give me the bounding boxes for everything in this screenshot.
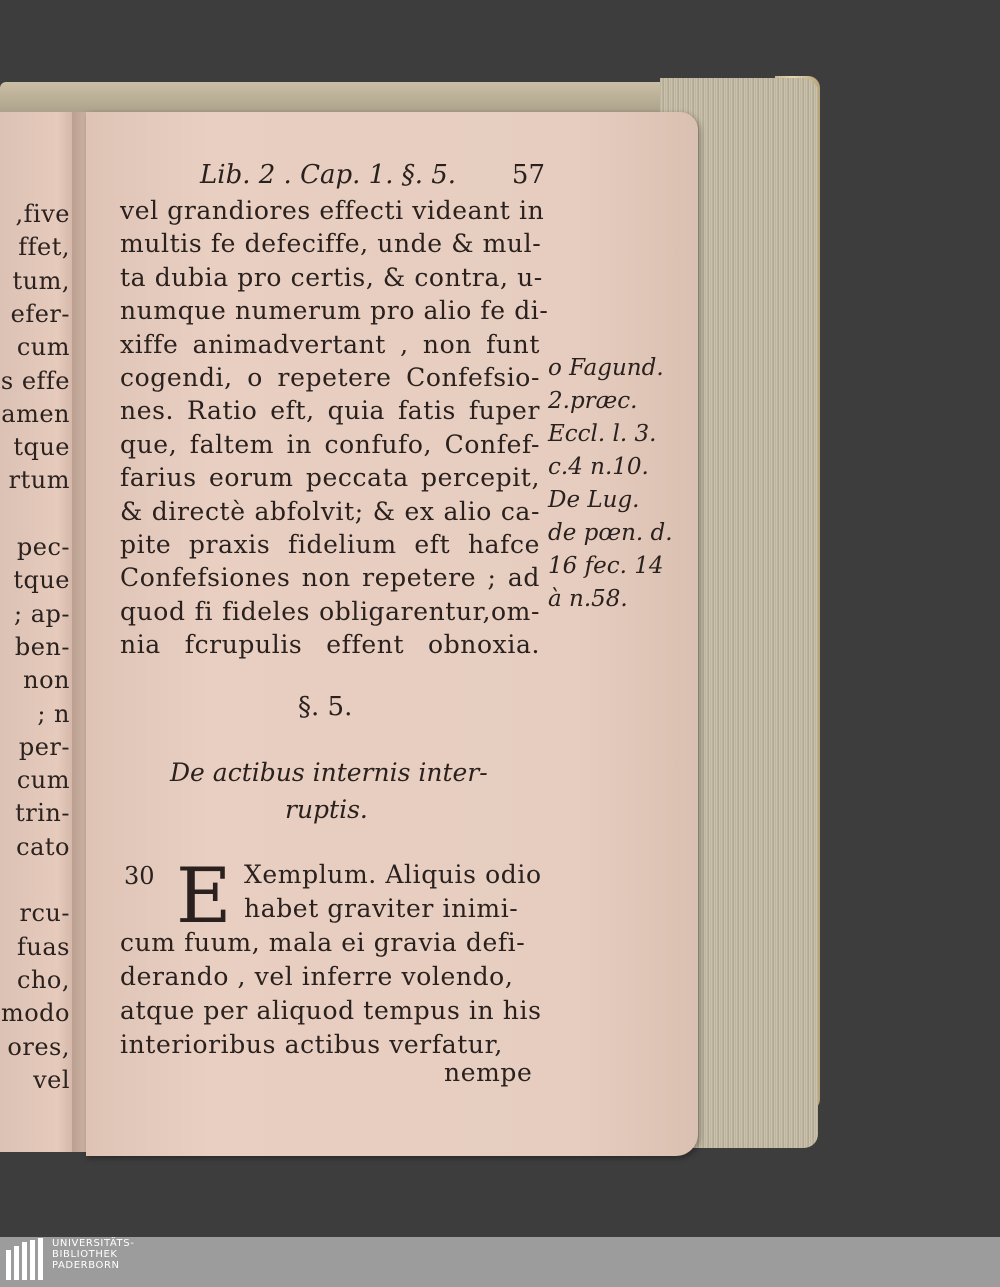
catchword: nempe [444,1058,533,1087]
margin-note-line: o Fagund. [548,355,664,381]
left-page-line: fuas [17,932,70,961]
library-logo-icon [4,1240,50,1286]
left-page-line: amen [1,399,70,428]
left-page-line: rtum [8,466,70,495]
body-line: que, faltem in confufo, Confef- [120,429,540,459]
body-line: cogendi, o repetere Confefsio- [120,363,540,392]
footer-bar [0,1237,1000,1287]
left-page-line: trin- [15,799,70,828]
left-page-line: pec- [16,533,70,561]
margin-note-line: à n.58. [548,586,628,612]
library-name-line1: UNIVERSITÄTS- [52,1238,135,1249]
left-page-line: ,five [15,200,70,228]
left-page-line: ffet, [18,233,70,262]
left-page-line: cum [16,766,70,795]
left-page-line: non [23,666,70,695]
left-page-line: ; n [37,699,70,728]
body-line: Confefsiones non repetere ; ad [120,563,540,593]
body-line: ta dubia pro certis, & contra, u- [120,262,543,292]
left-page-line: efer- [10,299,70,328]
drop-cap: E [176,851,232,940]
margin-note-line: 16 fec. 14 [548,553,664,579]
body-line: xiffe animadvertant , non funt [120,329,540,359]
paragraph-line: habet graviter inimi- [244,894,519,923]
paragraph-line: atque per aliquod tempus in his [120,996,542,1025]
margin-note-line: 2.præc. [548,388,638,414]
running-head-title: Lib. 2 . Cap. 1. §. 5. [200,160,457,190]
left-page-line: per- [18,732,70,761]
left-page-line: modo [0,999,70,1028]
margin-note-line: c.4 n.10. [548,454,649,480]
left-page-line: cato [16,832,70,861]
paragraph-line: cum fuum, mala ei gravia defi- [120,928,526,957]
left-page-line: tum, [12,266,70,295]
margin-note-line: Eccl. l. 3. [548,421,657,447]
paragraph-line: interioribus actibus verfatur, [120,1030,503,1059]
left-page-line: cho, [17,965,70,994]
left-page-line: cum [16,333,70,362]
body-line: farius eorum peccata percepit, [120,463,540,493]
body-line: & directè abfolvit; & ex alio ca- [120,496,540,526]
body-line: nes. Ratio eft, quia fatis fuper [120,396,540,426]
left-page-line: rcu- [19,899,70,928]
margin-note-line: de pœn. d. [548,520,673,546]
left-page-line: tque [13,566,70,595]
body-line: nia fcrupulis effent obnoxia. [120,630,540,660]
body-line: numque numerum pro alio fe di- [120,296,549,326]
section-title-line2: ruptis. [285,795,368,824]
paragraph-number: 30 [124,862,155,890]
margin-note-line: De Lug. [548,487,640,513]
left-page-line: tque [13,433,70,462]
left-page-line: ores, [7,1032,70,1061]
left-page-line: ben- [14,632,70,661]
library-name-line3: PADERBORN [52,1260,120,1271]
body-line: multis fe defeciffe, unde & mul- [120,229,542,259]
page-number: 57 [511,160,545,190]
paragraph-line: derando , vel inferre volendo, [120,962,514,991]
paragraph-line: Xemplum. Aliquis odio [244,860,542,889]
section-mark: §. 5. [298,692,353,722]
left-page-line: vel [33,1065,70,1094]
library-name [52,1238,134,1271]
body-line: vel grandiores effecti videant in [120,196,545,225]
left-page-line: s effe [0,366,70,395]
section-title-line1: De actibus internis inter- [170,758,488,787]
body-line: quod fi fideles obligarentur,om- [120,596,540,626]
body-line: pite praxis fidelium eft hafce [120,530,540,559]
running-header [200,160,545,194]
left-page-line: ; ap- [14,599,70,628]
library-name-line2: BIBLIOTHEK [52,1249,118,1260]
